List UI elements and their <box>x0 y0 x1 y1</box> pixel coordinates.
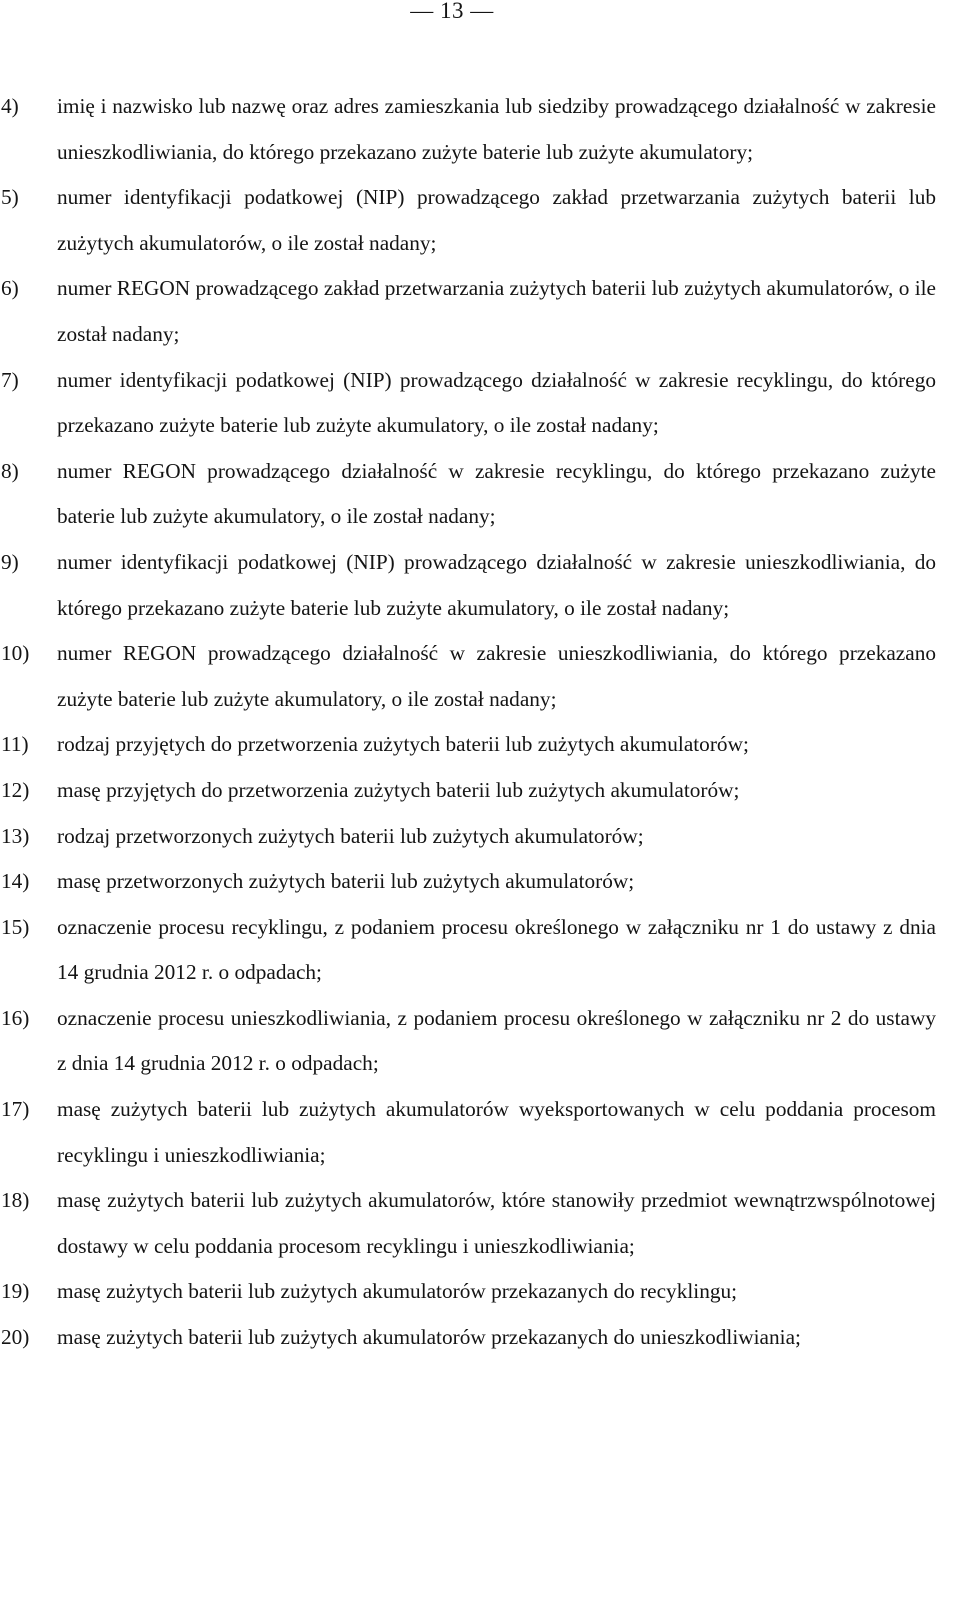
list-item-text: oznaczenie procesu unieszkodliwiania, z podaniem procesu określonego w załączniku nr 2 do ustawy z dnia 14 grudnia 2012 r. o odpadach; <box>57 1005 936 1076</box>
list-item-number: 18) <box>1 1188 30 1213</box>
list-item-number: 16) <box>1 1005 30 1030</box>
list-item <box>0 905 936 996</box>
list-item-number: 11) <box>1 732 29 757</box>
list-item-text: rodzaj przetworzonych zużytych baterii lub zużytych akumulatorów; <box>57 823 644 848</box>
list-item <box>0 266 936 357</box>
list-item-text: numer identyfikacji podatkowej (NIP) prowadzącego zakład przetwarzania zużytych baterii lub zużytych akumulatorów, o ile został nadany; <box>57 185 936 255</box>
list-item-text: numer REGON prowadzącego działalność w zakresie recyklingu, do którego przekazano zużyte baterie lub zużyte akumulatory, o ile został nadany; <box>57 458 936 529</box>
list-item <box>0 768 936 814</box>
list-item-number: 6) <box>1 276 19 301</box>
list-item-text: numer REGON prowadzącego działalność w zakresie unieszkodliwiania, do którego przekazano zużyte baterie lub zużyte akumulatory, o ile został nadany; <box>57 641 936 711</box>
list-item <box>0 449 936 540</box>
list-item-text: numer REGON prowadzącego zakład przetwarzania zużytych baterii lub zużytych akumulatorów, o ile został nadany; <box>57 276 936 346</box>
list-item-text: imię i nazwisko lub nazwę oraz adres zamieszkania lub siedziby prowadzącego działalność w zakresie unieszkodliwiania, do którego przekazano zużyte baterie lub zużyte akumulatory; <box>57 94 936 164</box>
list-item <box>0 358 936 449</box>
list-item-number: 13) <box>1 823 30 848</box>
enumerated-list <box>0 84 960 1361</box>
list-item-number: 7) <box>1 367 19 392</box>
list-item-number: 15) <box>1 914 30 939</box>
list-item <box>0 814 936 860</box>
list-item <box>0 631 936 722</box>
list-item <box>0 175 936 266</box>
list-item-text: masę przyjętych do przetworzenia zużytych baterii lub zużytych akumulatorów; <box>57 777 740 802</box>
list-item <box>0 996 936 1087</box>
list-item-text: masę zużytych baterii lub zużytych akumulatorów wyeksportowanych w celu poddania procesom recyklingu i unieszkodliwiania; <box>57 1097 936 1167</box>
list-item-number: 8) <box>1 458 19 483</box>
list-item-text: rodzaj przyjętych do przetworzenia zużytych baterii lub zużytych akumulatorów; <box>57 732 749 757</box>
list-item-number: 9) <box>1 549 19 574</box>
list-item-number: 4) <box>1 94 19 118</box>
list-item-text: masę zużytych baterii lub zużytych akumulatorów przekazanych do unieszkodliwiania; <box>57 1325 801 1350</box>
list-item-number: 14) <box>1 869 30 894</box>
list-item-number: 12) <box>1 777 30 802</box>
list-item-number: 17) <box>1 1097 30 1122</box>
list-item-number: 5) <box>1 185 19 210</box>
list-item <box>0 84 936 175</box>
list-item <box>0 1087 936 1178</box>
list-item-text: numer identyfikacji podatkowej (NIP) prowadzącego działalność w zakresie recyklingu, do którego przekazano zużyte baterie lub zużyte akumulatory, o ile został nadany; <box>57 367 936 438</box>
page-number: — 13 — <box>410 0 494 23</box>
list-item <box>0 1269 936 1315</box>
list-item-text: masę zużytych baterii lub zużytych akumulatorów, które stanowiły przedmiot wewnątrzwspólnotowej dostawy w celu poddania procesom recyklingu i unieszkodliwiania; <box>57 1188 936 1258</box>
list-item <box>0 722 936 768</box>
list-item <box>0 1178 936 1269</box>
list-item-text: numer identyfikacji podatkowej (NIP) prowadzącego działalność w zakresie unieszkodliwiania, do którego przekazano zużyte baterie lub zużyte akumulatory, o ile został nadany; <box>57 549 936 620</box>
list-item-text: masę przetworzonych zużytych baterii lub zużytych akumulatorów; <box>57 869 635 894</box>
list-item <box>0 859 936 905</box>
list-item-text: masę zużytych baterii lub zużytych akumulatorów przekazanych do recyklingu; <box>57 1279 738 1304</box>
list-item-text: oznaczenie procesu recyklingu, z podaniem procesu określonego w załączniku nr 1 do ustawy z dnia 14 grudnia 2012 r. o odpadach; <box>57 914 936 985</box>
list-item <box>0 540 936 631</box>
list-item-number: 20) <box>1 1325 30 1350</box>
list-item-number: 10) <box>1 641 30 666</box>
list-item-number: 19) <box>1 1279 30 1304</box>
list-item <box>0 1315 936 1361</box>
